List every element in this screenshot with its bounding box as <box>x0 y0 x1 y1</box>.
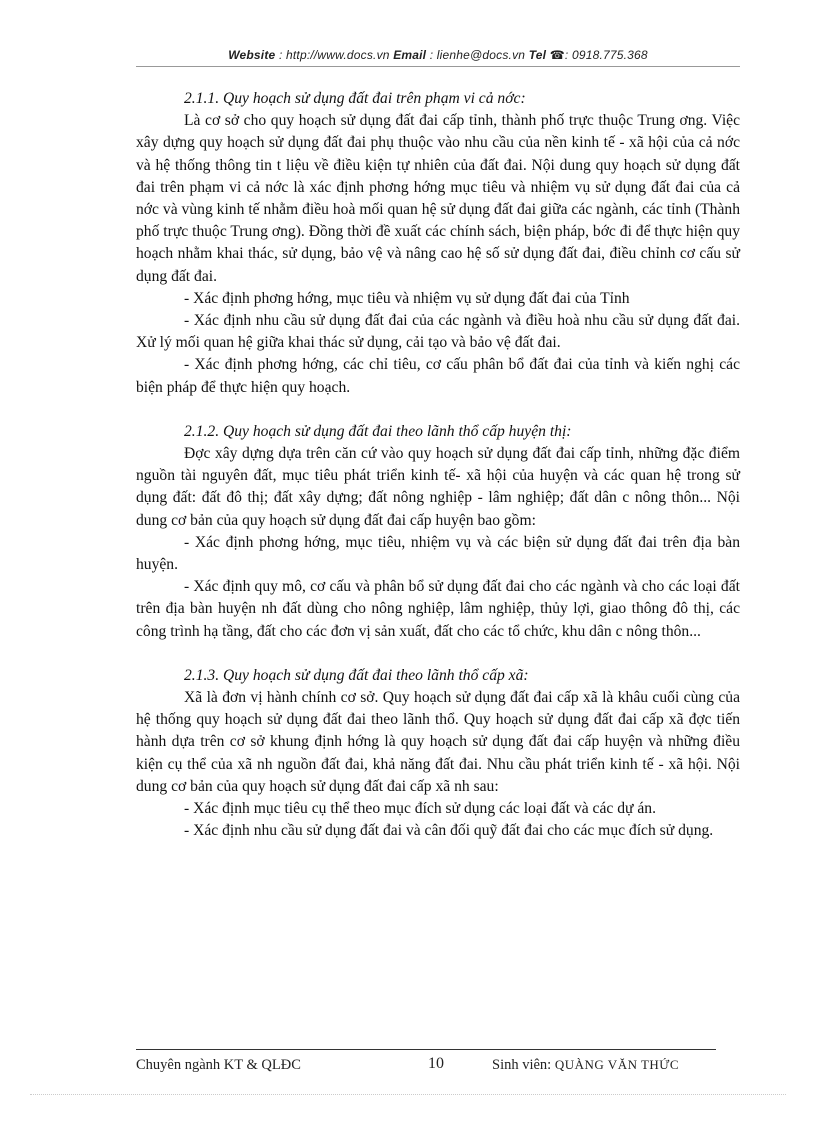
section-heading: 2.1.1. Quy hoạch sử dụng đất đai trên phạm vi cả nớc: <box>184 90 526 107</box>
footer-student <box>492 1057 679 1074</box>
footer-divider <box>136 1049 716 1050</box>
student-name: QUÀNG VĂN THỨC <box>554 1057 680 1072</box>
paragraph: Xã là đơn vị hành chính cơ sở. Quy hoạch sử dụng đất đai cấp xã là khâu cuối cùng của hệ thống quy hoạch sử dụng đất đai theo lãnh thổ. Quy hoạch sử dụng đất đai cấp xã đợc tiến hành dựa trên cơ sở khung định hớng là quy hoạch sử dụng đất đai cấp huyện và những điều kiện cụ thể của xã nh nguồn đất đai, khả năng đất đai. Nhu cầu phát triển kinh tế - xã hội. Nội dung cơ bản của quy hoạch sử dụng đất đai cấp xã nh sau: <box>136 689 740 795</box>
paragraph: Là cơ sở cho quy hoạch sử dụng đất đai cấp tỉnh, thành phố trực thuộc Trung ơng. Việc xây dựng quy hoạch sử dụng đất đai phụ thuộc vào nhu cầu của nền kinh tế - xã hội của cả nớc và hệ thống thông tin t liệu về điều kiện tự nhiên của đất đai. Nội dung quy hoạch sử dụng đất đai trên phạm vi cả nớc là xác định phơng hớng mục tiêu và nhiệm vụ sử dụng đất đai của cả nớc và vùng kinh tế nhằm điều hoà mối quan hệ sử dụng đất đai giữa các ngành, các tỉnh (Thành phố trực thuộc Trung ơng). Đồng thời đề xuất các chính sách, biện pháp, bớc đi để thực hiện quy hoạch nhằm khai thác, sử dụng, bảo vệ và nâng cao hệ số sử dụng đất đai, điều chỉnh cơ cấu sử dụng đất đai. <box>136 112 740 285</box>
section-heading: 2.1.2. Quy hoạch sử dụng đất đai theo lãnh thổ cấp huyện thị: <box>184 422 572 440</box>
phone-icon: ☎ <box>549 48 565 62</box>
document-body <box>136 88 740 843</box>
paragraph: Đợc xây dựng dựa trên căn cứ vào quy hoạch sử dụng đất đai cấp tỉnh, những đặc điểm nguồn tài nguyên đất, mục tiêu phát triển kinh tế- xã hội của huyện và các quan hệ trong sử dụng đất: đất đô thị; đất xây dựng; đất nông nghiệp - lâm nghiệp; đất dân c nông thôn... Nội dung cơ bản của quy hoạch sử dụng đất đai cấp huyện bao gồm: <box>136 445 740 529</box>
header-divider <box>136 66 740 67</box>
section-spacer <box>136 399 740 421</box>
section-heading: 2.1.3. Quy hoạch sử dụng đất đai theo lãnh thổ cấp xã: <box>184 666 529 684</box>
list-item: - Xác định nhu cầu sử dụng đất đai và cân đối quỹ đất đai cho các mục đích sử dụng. <box>184 822 714 840</box>
list-item: - Xác định phơng hớng, các chỉ tiêu, cơ cấu phân bổ đất đai của tỉnh và kiến nghị các biện pháp để thực hiện quy hoạch. <box>136 356 740 396</box>
tel-label: Tel <box>528 48 547 62</box>
website-label: Website <box>228 48 276 62</box>
list-item: - Xác định phơng hớng, mục tiêu và nhiệm vụ sử dụng đất đai của Tỉnh <box>184 289 630 307</box>
section-spacer <box>136 643 740 665</box>
page-header <box>136 48 740 62</box>
email-value[interactable]: : lienhe@docs.vn <box>426 48 529 62</box>
section-district <box>136 421 740 643</box>
tel-value: : 0918.775.368 <box>564 48 648 62</box>
list-item: - Xác định mục tiêu cụ thể theo mục đích sử dụng các loại đất và các dự án. <box>184 800 656 818</box>
section-commune <box>136 665 740 843</box>
section-national <box>136 88 740 399</box>
page-number: 10 <box>428 1055 444 1072</box>
email-label: Email <box>393 48 427 62</box>
footer-department: Chuyên ngành KT & QLĐC <box>136 1057 301 1073</box>
list-item: - Xác định quy mô, cơ cấu và phân bổ sử dụng đất đai cho các ngành và cho các loại đất trên địa bàn huyện nh đất dùng cho nông nghiệp, lâm nghiệp, thủy lợi, giao thông đô thị, các công trình hạ tầng, đất cho các đơn vị sản xuất, đất cho các tổ chức, khu dân c nông thôn... <box>136 578 740 640</box>
list-item: - Xác định phơng hớng, mục tiêu, nhiệm vụ và các biện sử dụng đất đai trên địa bàn huyện. <box>136 533 740 574</box>
website-value[interactable]: : http://www.docs.vn <box>275 48 394 62</box>
list-item: - Xác định nhu cầu sử dụng đất đai của các ngành và điều hoà nhu cầu sử dụng đất đai. Xử lý mối quan hệ giữa khai thác sử dụng, cải tạo và bảo vệ đất đai. <box>136 312 740 352</box>
page-bottom-border <box>30 1094 786 1095</box>
student-label: Sinh viên: <box>492 1057 555 1073</box>
